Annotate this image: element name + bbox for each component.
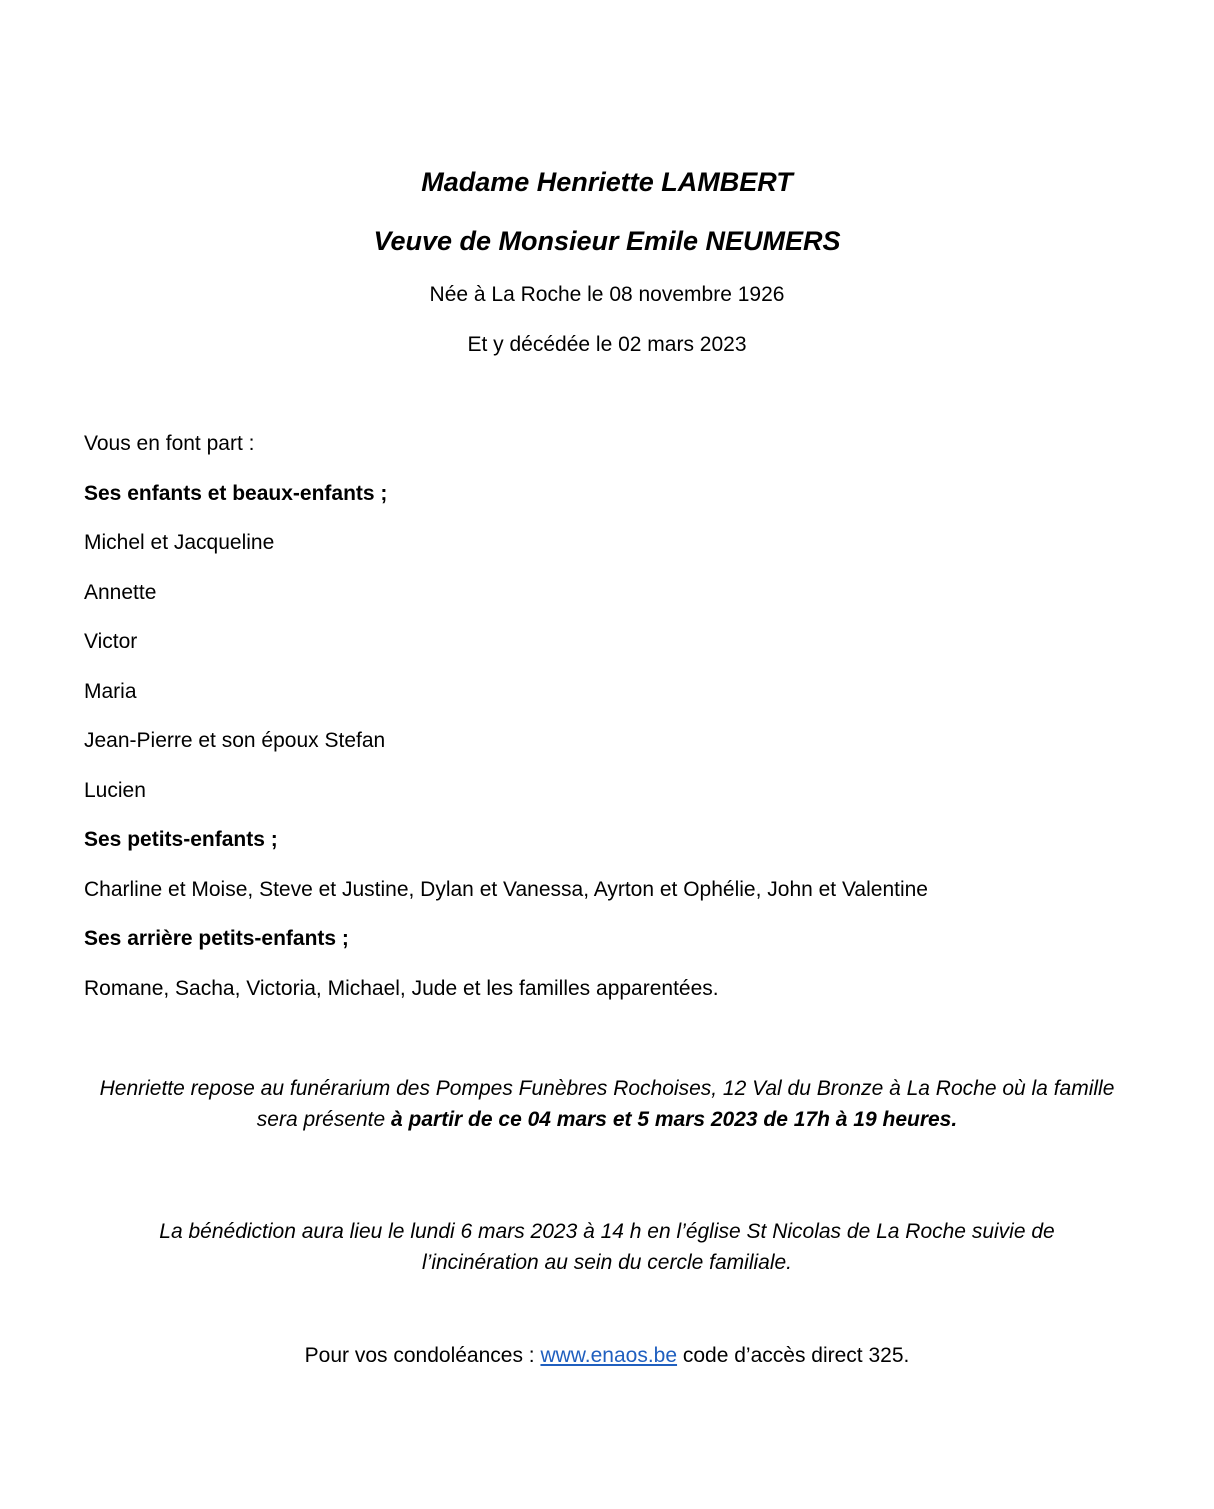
condolences-line — [0, 1345, 1214, 1366]
widow-of-heading: Veuve de Monsieur Emile NEUMERS — [373, 226, 841, 256]
ceremony-paragraph — [104, 1216, 1110, 1278]
child-entry: Annette — [84, 581, 157, 604]
condolences-suffix: code d’accès direct 325. — [677, 1344, 910, 1367]
great-grandchildren-list: Romane, Sacha, Victoria, Michael, Jude et les familles apparentées. — [84, 977, 719, 1000]
child-entry: Michel et Jacqueline — [84, 531, 275, 554]
ceremony-text: La bénédiction aura lieu le lundi 6 mars 2023 à 14 h en l’église St Nicolas de La Roche suivie de l’incinération au sein du cercle familiale. — [159, 1220, 1055, 1274]
child-entry: Lucien — [84, 779, 146, 802]
condolences-website-link[interactable]: www.enaos.be — [540, 1344, 678, 1367]
visitation-paragraph — [84, 1073, 1130, 1135]
children-heading: Ses enfants et beaux-enfants ; — [84, 482, 388, 505]
birth-info: Née à La Roche le 08 novembre 1926 — [429, 283, 785, 306]
child-entry: Maria — [84, 680, 137, 703]
condolences-prefix: Pour vos condoléances : — [304, 1344, 541, 1367]
grandchildren-list: Charline et Moise, Steve et Justine, Dylan et Vanessa, Ayrton et Ophélie, John et Valentine — [84, 878, 928, 901]
child-entry: Jean-Pierre et son époux Stefan — [84, 729, 386, 752]
child-entry: Victor — [84, 630, 138, 653]
grandchildren-heading: Ses petits-enfants ; — [84, 828, 278, 851]
great-grandchildren-heading: Ses arrière petits-enfants ; — [84, 927, 349, 950]
visitation-text: Henriette repose au funérarium des Pompes Funèbres Rochoises, 12 Val du Bronze à La Roche où la famille sera présente — [99, 1077, 1115, 1131]
visitation-schedule: à partir de ce 04 mars et 5 mars 2023 de 17h à 19 heures. — [391, 1108, 958, 1131]
announcement-intro: Vous en font part : — [84, 432, 255, 455]
death-info: Et y décédée le 02 mars 2023 — [467, 333, 747, 356]
deceased-name-heading: Madame Henriette LAMBERT — [421, 167, 793, 197]
